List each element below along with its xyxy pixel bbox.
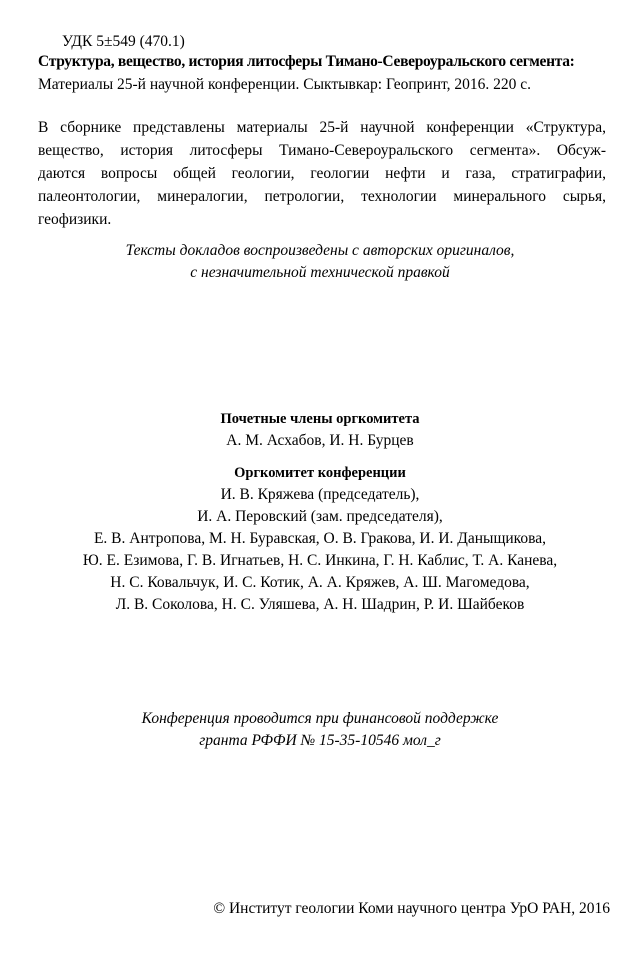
orgcommittee-line: Е. В. Антропова, М. Н. Буравская, О. В. Гракова, И. И. Даныщикова, <box>93 530 547 547</box>
abstract-line: вещество, история литосферы Тимано-Североуральского сегмента». Обсуж- <box>38 142 606 159</box>
orgcommittee-line: И. В. Кряжева (председатель), <box>220 486 420 503</box>
committee-block <box>40 408 600 616</box>
funding-note <box>60 708 580 752</box>
abstract-line: палеонтологии, минералогии, петрологии, технологии минерального сырья, <box>38 188 606 205</box>
book-imprint: Материалы 25-й научной конференции. Сыктывкар: Геопринт, 2016. 220 с. <box>38 76 531 93</box>
note-line: с незначительной технической правкой <box>190 264 450 281</box>
orgcommittee-heading: Оргкомитет конференции <box>234 465 406 481</box>
copyright-notice: © Институт геологии Коми научного центра УрО РАН, 2016 <box>213 900 610 917</box>
abstract-line: геофизики. <box>38 211 112 228</box>
orgcommittee-line: Ю. Е. Езимова, Г. В. Игнатьев, Н. С. Инкина, Г. Н. Каблис, Т. А. Канева, <box>82 552 558 569</box>
abstract <box>38 116 606 231</box>
udk-code: УДК 5±549 (470.1) <box>62 33 185 50</box>
abstract-line: даются вопросы общей геологии, геологии нефти и газа, стратиграфии, <box>38 165 606 182</box>
note-line: Тексты докладов воспроизведены с авторских оригиналов, <box>125 242 515 259</box>
honorary-members: А. М. Асхабов, И. Н. Бурцев <box>226 432 414 449</box>
editorial-note <box>60 240 580 284</box>
funding-line: Конференция проводится при финансовой поддержке <box>141 710 499 727</box>
honorary-heading: Почетные члены оргкомитета <box>220 411 420 427</box>
book-title: Структура, вещество, история литосферы Тимано-Североуральского сегмента: <box>38 53 575 70</box>
abstract-line: В сборнике представлены материалы 25-й научной конференции «Структура, <box>38 119 606 136</box>
orgcommittee-line: Н. С. Ковальчук, И. С. Котик, А. А. Кряжев, А. Ш. Магомедова, <box>110 574 530 591</box>
orgcommittee-line: И. А. Перовский (зам. председателя), <box>197 508 443 525</box>
funding-line: гранта РФФИ № 15-35-10546 мол_г <box>199 732 441 749</box>
orgcommittee-line: Л. В. Соколова, Н. С. Уляшева, А. Н. Шадрин, Р. И. Шайбеков <box>115 596 525 613</box>
bibliographic-record <box>38 50 608 96</box>
